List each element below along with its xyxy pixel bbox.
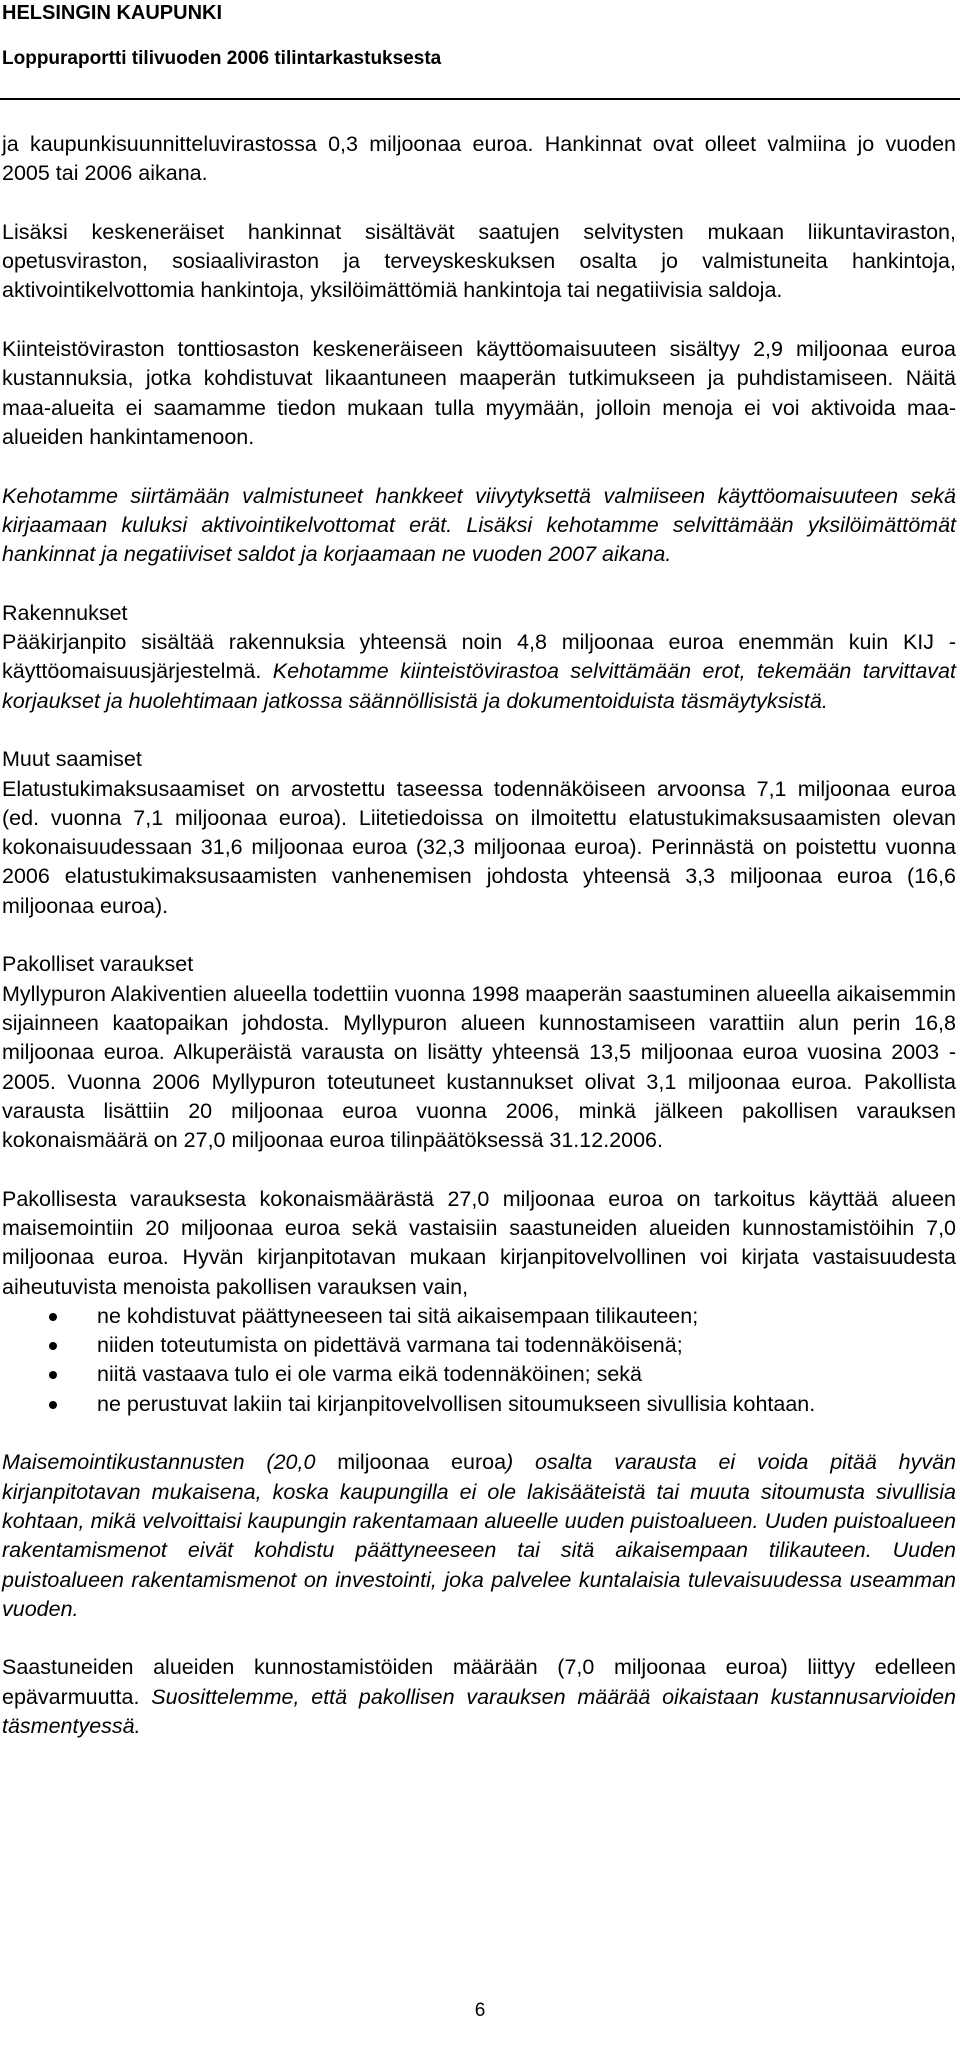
list-item: [2, 1302, 956, 1331]
bullet-icon: [49, 1371, 57, 1379]
document-body: [2, 130, 956, 1771]
paragraph-9-italic-end: ) osalta varausta ei voida pitää hyvän kirjanpitotavan mukaisena, koska kaupungilla ei ole lakisääteistä tai muuta sitoumusta sivullisia kohtaan, mikä velvoittaisi kaupungin rakentamaan alueelle uuden puistoalueen. Uuden puistoalueen rakentamismenot eivät kohdistu päättyneeseen tai sitä aikaisempaan tilikauteen. Uuden puistoalueen rakentamismenot on investointi, joka palvelee kuntalaisia tulevaisuudessa useamman vuoden.: [2, 1450, 956, 1621]
paragraph-1: ja kaupunkisuunnitteluvirastossa 0,3 miljoonaa euroa. Hankinnat ovat olleet valmiina jo vuoden 2005 tai 2006 aikana.: [2, 132, 956, 186]
list-item: [2, 1390, 956, 1419]
paragraph-4-recommendation: Kehotamme siirtämään valmistuneet hankkeet viivytyksettä valmiiseen käyttöomaisuuteen sekä kirjaamaan kuluksi aktivointikelvottomat erät. Lisäksi kehotamme selvittämään yksilöimättömät hankinnat ja negatiiviset saldot ja korjaamaan ne vuoden 2007 aikana.: [2, 483, 956, 567]
list-item: [2, 1360, 956, 1389]
paragraph-5: [2, 628, 956, 716]
paragraph-2: Lisäksi keskeneräiset hankinnat sisältävät saatujen selvitysten mukaan liikuntaviraston, opetusviraston, sosiaaliviraston ja terveyskeskuksen osalta jo valmistuneita hankintoja, aktivointikelvottomia hankintoja, yksilöimättömiä hankintoja tai negatiivisia saldoja.: [2, 219, 956, 303]
page-header: [2, 0, 902, 72]
paragraph-5-recommendation: Kehotamme kiinteistövirastoa selvittämään erot, tekemään tarvittavat korjaukset ja huolehtimaan jatkossa säännöllisistä ja dokumentoiduista täsmäytyksistä.: [2, 659, 956, 713]
report-title: Loppuraportti tilivuoden 2006 tilintarkastuksesta: [2, 48, 442, 69]
bullet-icon: [49, 1342, 57, 1350]
header-divider: [0, 98, 960, 100]
paragraph-8: Pakollisesta varauksesta kokonaismäärästä 27,0 miljoonaa euroa on tarkoitus käyttää alueen maisemointiin 20 miljoonaa euroa sekä vastaisiin saastuneiden alueiden kunnostamistöihin 7,0 miljoonaa euroa. Hyvän kirjanpitotavan mukaan kirjanpitovelvollinen voi kirjata vastaisuudesta aiheutuvista menoista pakollisen varauksen vain,: [2, 1186, 956, 1299]
list-item: [2, 1331, 956, 1360]
page-number: 6: [474, 2000, 486, 2021]
section-heading-pakolliset-varaukset: Pakolliset varaukset: [2, 952, 194, 977]
paragraph-10-recommendation: Suosittelemme, että pakollisen varauksen määrää oikaistaan kustannusarvioiden täsmentyessä.: [2, 1684, 956, 1739]
paragraph-5-text: Pääkirjanpito sisältää rakennuksia yhteensä noin 4,8 miljoonaa euroa enemmän kuin KIJ -käyttöomaisuusjärjestelmä.: [2, 630, 956, 684]
list-item-text: ne kohdistuvat päättyneeseen tai sitä aikaisempaan tilikauteen;: [97, 1303, 699, 1328]
paragraph-6: Elatustukimaksusaamiset on arvostettu taseessa todennäköiseen arvoonsa 7,1 miljoonaa euroa (ed. vuonna 7,1 miljoonaa euroa). Liitetiedoissa on ilmoitettu elatustukimaksusaamisten olevan kokonaisuudessaan 31,6 miljoonaa euroa (32,3 miljoonaa euroa). Perinnästä on poistettu vuonna 2006 elatustukimaksusaamisten vanhenemisen johdosta yhteensä 3,3 miljoonaa euroa (16,6 miljoonaa euroa).: [2, 776, 956, 918]
bullet-icon: [49, 1313, 57, 1321]
list-item-text: niitä vastaava tulo ei ole varma eikä todennäköinen; sekä: [97, 1362, 643, 1387]
organization-name: HELSINGIN KAUPUNKI: [2, 2, 223, 24]
list-item-text: niiden toteutumista on pidettävä varmana tai todennäköisenä;: [97, 1333, 683, 1358]
paragraph-9-plain: miljoonaa euroa: [315, 1450, 507, 1475]
list-item-text: ne perustuvat lakiin tai kirjanpitovelvollisen sitoumukseen sivullisia kohtaan.: [97, 1391, 816, 1416]
bullet-icon: [49, 1401, 57, 1409]
conditions-list: [2, 1302, 956, 1419]
paragraph-7: Myllypuron Alakiventien alueella todettiin vuonna 1998 maaperän saastuminen alueella aikaisemmin sijainneen kaatopaikan johdosta. Myllypuron alueen kunnostamiseen varattiin alun perin 16,8 miljoonaa euroa. Alkuperäistä varausta on lisätty yhteensä 13,5 miljoonaa euroa vuosina 2003 - 2005. Vuonna 2006 Myllypuron toteutuneet kustannukset olivat 3,1 miljoonaa euroa. Pakollista varausta lisättiin 20 miljoonaa euroa vuonna 2006, minkä jälkeen pakollisen varauksen kokonaismäärä on 27,0 miljoonaa euroa tilinpäätöksessä 31.12.2006.: [2, 981, 956, 1153]
paragraph-9: [2, 1448, 956, 1624]
paragraph-3: Kiinteistöviraston tonttiosaston keskeneräiseen käyttöomaisuuteen sisältyy 2,9 miljoonaa euroa kustannuksia, jotka kohdistuvat likaantuneen maaperän tutkimukseen ja puhdistamiseen. Näitä maa-alueita ei saamamme tiedon mukaan tulla myymään, jolloin menoja ei voi aktivoida maa-alueiden hankintamenoon.: [2, 337, 956, 449]
paragraph-10-text: Saastuneiden alueiden kunnostamistöiden määrään (7,0 miljoonaa euroa) liittyy edelleen epävarmuutta.: [2, 1655, 956, 1709]
section-heading-rakennukset: Rakennukset: [2, 600, 128, 625]
paragraph-10: [2, 1653, 956, 1741]
paragraph-9-italic-start: Maisemointikustannusten (20,0: [2, 1450, 316, 1475]
section-heading-muut-saamiset: Muut saamiset: [2, 747, 142, 772]
